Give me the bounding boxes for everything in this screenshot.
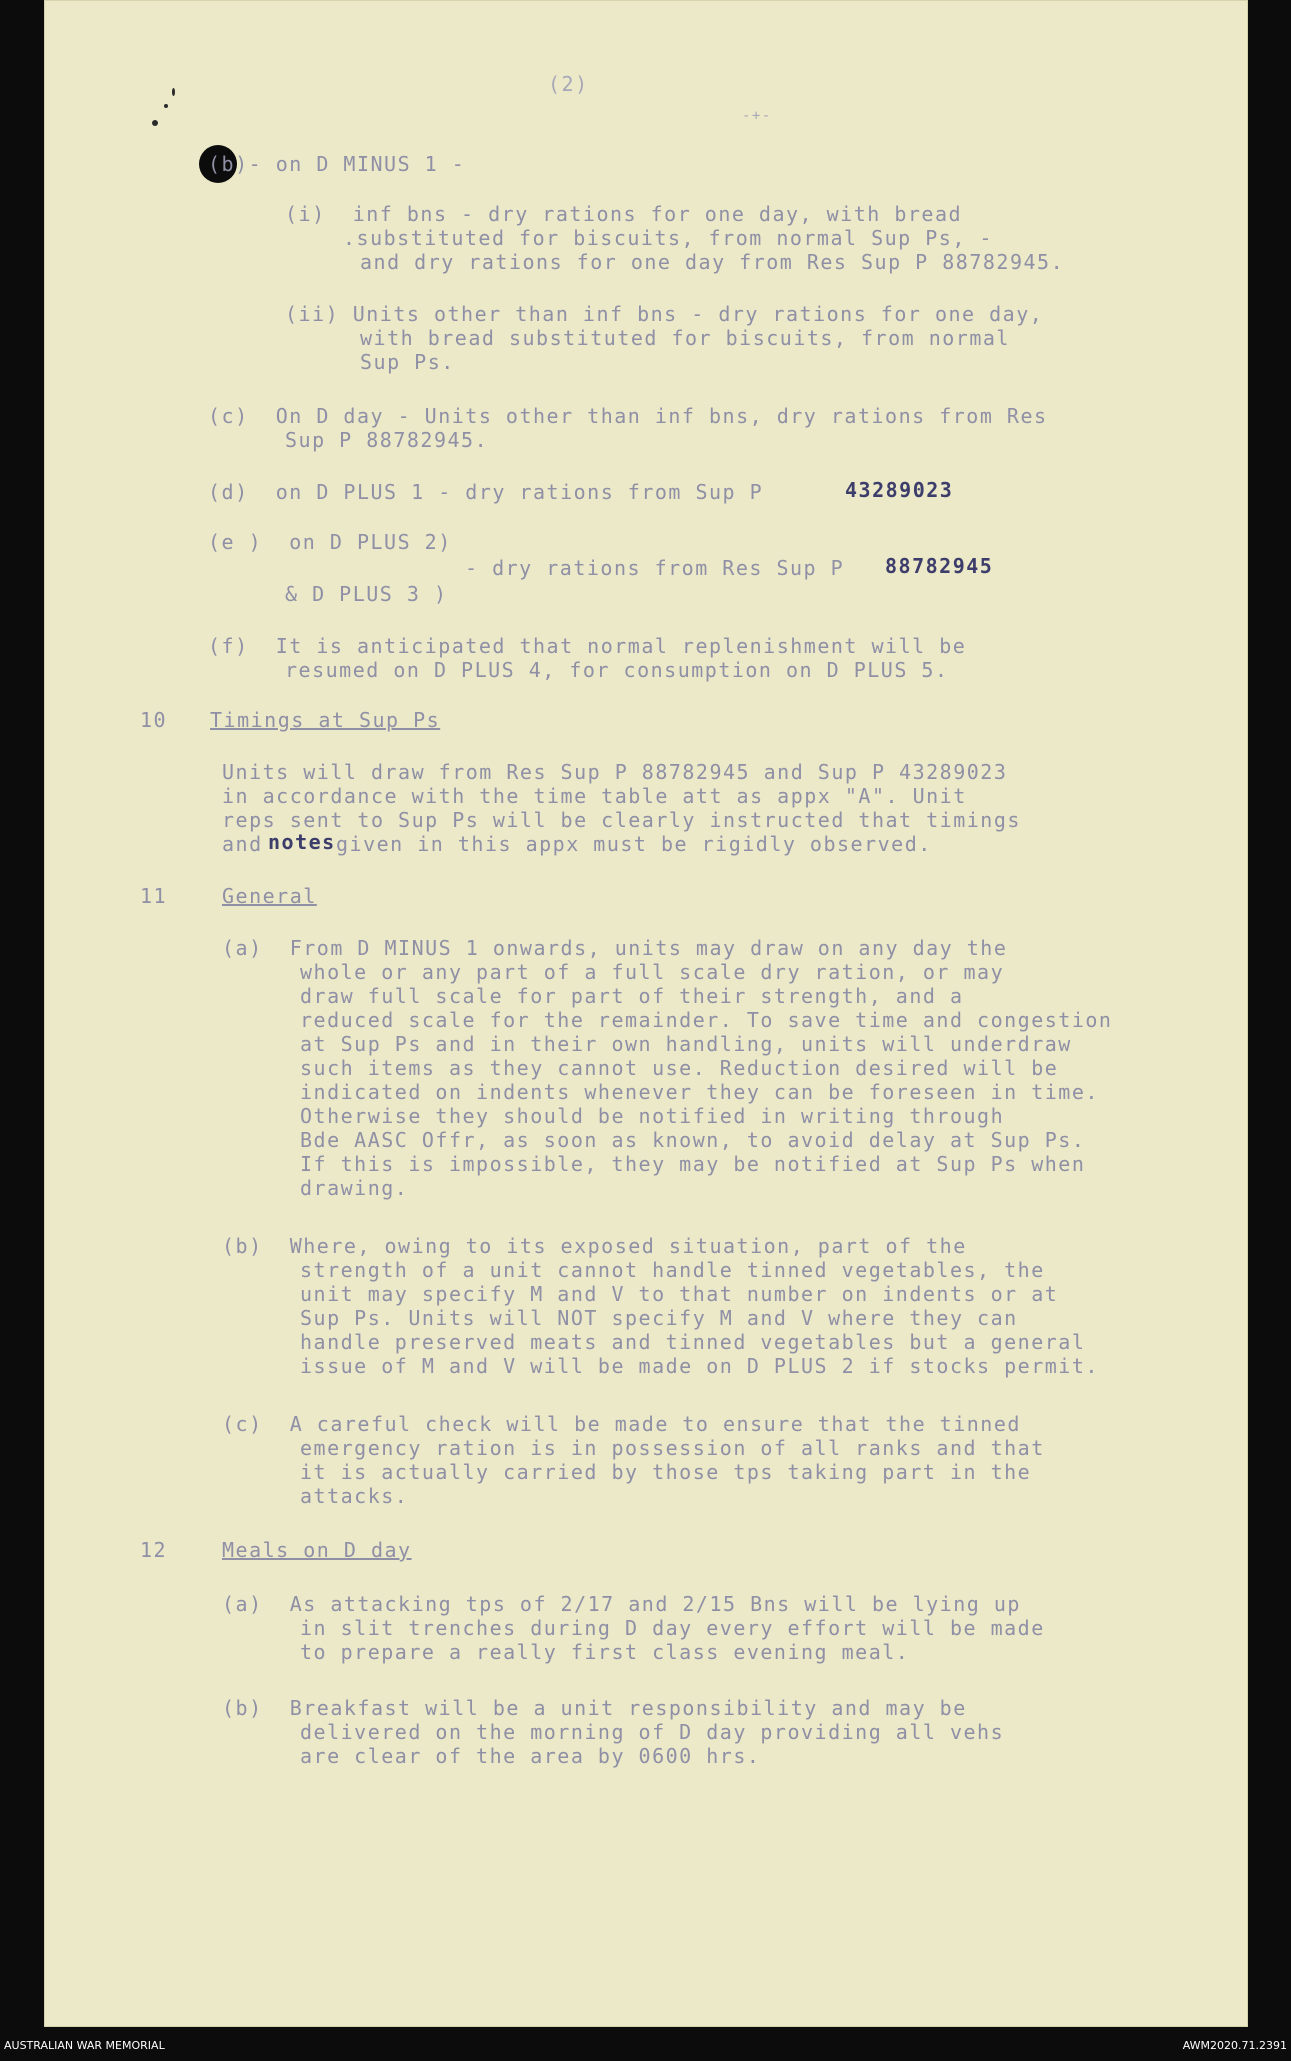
stamped-number: notes	[268, 830, 336, 854]
text-line: Sup Ps. Units will NOT specify M and V where they can	[300, 1306, 1018, 1330]
text-line: (a) From D MINUS 1 onwards, units may draw on any day the	[222, 936, 1008, 960]
text-line: (i) inf bns - dry rations for one day, with bread	[285, 202, 963, 226]
text-line: to prepare a really first class evening meal.	[300, 1640, 910, 1664]
text-line: unit may specify M and V to that number on indents or at	[300, 1282, 1059, 1306]
text-line: (b) Breakfast will be a unit responsibility and may be	[222, 1696, 967, 1720]
text-line: delivered on the morning of D day providing all vehs	[300, 1720, 1005, 1744]
text-line: emergency ration is in possession of all ranks and that	[300, 1436, 1045, 1460]
text-line: are clear of the area by 0600 hrs.	[300, 1744, 761, 1768]
text-line: .substituted for biscuits, from normal Sup Ps, -	[343, 226, 993, 250]
text-line: such items as they cannot use. Reduction desired will be	[300, 1056, 1059, 1080]
text-line: whole or any part of a full scale dry ration, or may	[300, 960, 1005, 984]
text-line: 10	[140, 708, 168, 732]
page-number: (2)	[548, 72, 589, 96]
ink-spot	[152, 120, 158, 126]
text-line: with bread substituted for biscuits, from normal	[360, 326, 1010, 350]
pencil-mark: -+-	[742, 108, 772, 124]
text-line: handle preserved meats and tinned vegetables but a general	[300, 1330, 1086, 1354]
text-line: Sup P 88782945.	[285, 428, 489, 452]
text-line: 11	[140, 884, 168, 908]
text-line: (c) A careful check will be made to ensure that the tinned	[222, 1412, 1021, 1436]
section-heading: Timings at Sup Ps	[210, 708, 441, 732]
text-line: in accordance with the time table att as appx "A". Unit	[222, 784, 967, 808]
text-line: Bde AASC Offr, as soon as known, to avoid delay at Sup Ps.	[300, 1128, 1086, 1152]
text-line: indicated on indents whenever they can be foreseen in time.	[300, 1080, 1099, 1104]
text-line: (e ) on D PLUS 2)	[208, 530, 452, 554]
text-line: (ii) Units other than inf bns - dry rations for one day,	[285, 302, 1044, 326]
section-heading: General	[222, 884, 317, 908]
text-line: (b)- on D MINUS 1 -	[208, 152, 466, 176]
text-line: draw full scale for part of their strength, and a	[300, 984, 964, 1008]
ink-spot	[172, 88, 175, 96]
text-line: reps sent to Sup Ps will be clearly instructed that timings	[222, 808, 1021, 832]
text-line: Sup Ps.	[360, 350, 455, 374]
text-line: 12	[140, 1538, 168, 1562]
text-line: (c) On D day - Units other than inf bns, dry rations from Res	[208, 404, 1048, 428]
text-line: Units will draw from Res Sup P 88782945 and Sup P 43289023	[222, 760, 1008, 784]
text-line: resumed on D PLUS 4, for consumption on D PLUS 5.	[285, 658, 949, 682]
text-line: Otherwise they should be notified in writing through	[300, 1104, 1005, 1128]
ink-spot	[164, 104, 168, 108]
footer-right: AWM2020.71.2391	[1182, 2039, 1287, 2052]
text-line: issue of M and V will be made on D PLUS 2 if stocks permit.	[300, 1354, 1099, 1378]
text-line: at Sup Ps and in their own handling, units will underdraw	[300, 1032, 1072, 1056]
text-line: reduced scale for the remainder. To save time and congestion	[300, 1008, 1113, 1032]
stamped-number: 88782945	[885, 554, 994, 578]
text-line: in slit trenches during D day every effort will be made	[300, 1616, 1045, 1640]
text-line: If this is impossible, they may be notified at Sup Ps when	[300, 1152, 1086, 1176]
section-heading: Meals on D day	[222, 1538, 412, 1562]
text-line: (d) on D PLUS 1 - dry rations from Sup P	[208, 480, 764, 504]
text-line: and dry rations for one day from Res Sup P 88782945.	[360, 250, 1065, 274]
text-line: & D PLUS 3 )	[285, 582, 448, 606]
text-line: and	[222, 832, 263, 856]
text-line: - dry rations from Res Sup P	[465, 556, 845, 580]
text-line: (f) It is anticipated that normal replenishment will be	[208, 634, 967, 658]
text-line: given in this appx must be rigidly observed.	[336, 832, 932, 856]
text-line: attacks.	[300, 1484, 409, 1508]
text-line: it is actually carried by those tps taking part in the	[300, 1460, 1032, 1484]
text-line: drawing.	[300, 1176, 409, 1200]
text-line: strength of a unit cannot handle tinned vegetables, the	[300, 1258, 1045, 1282]
stamped-number: 43289023	[845, 478, 954, 502]
text-line: (a) As attacking tps of 2/17 and 2/15 Bns will be lying up	[222, 1592, 1021, 1616]
text-line: (b) Where, owing to its exposed situation, part of the	[222, 1234, 967, 1258]
footer-left: AUSTRALIAN WAR MEMORIAL	[4, 2039, 165, 2052]
